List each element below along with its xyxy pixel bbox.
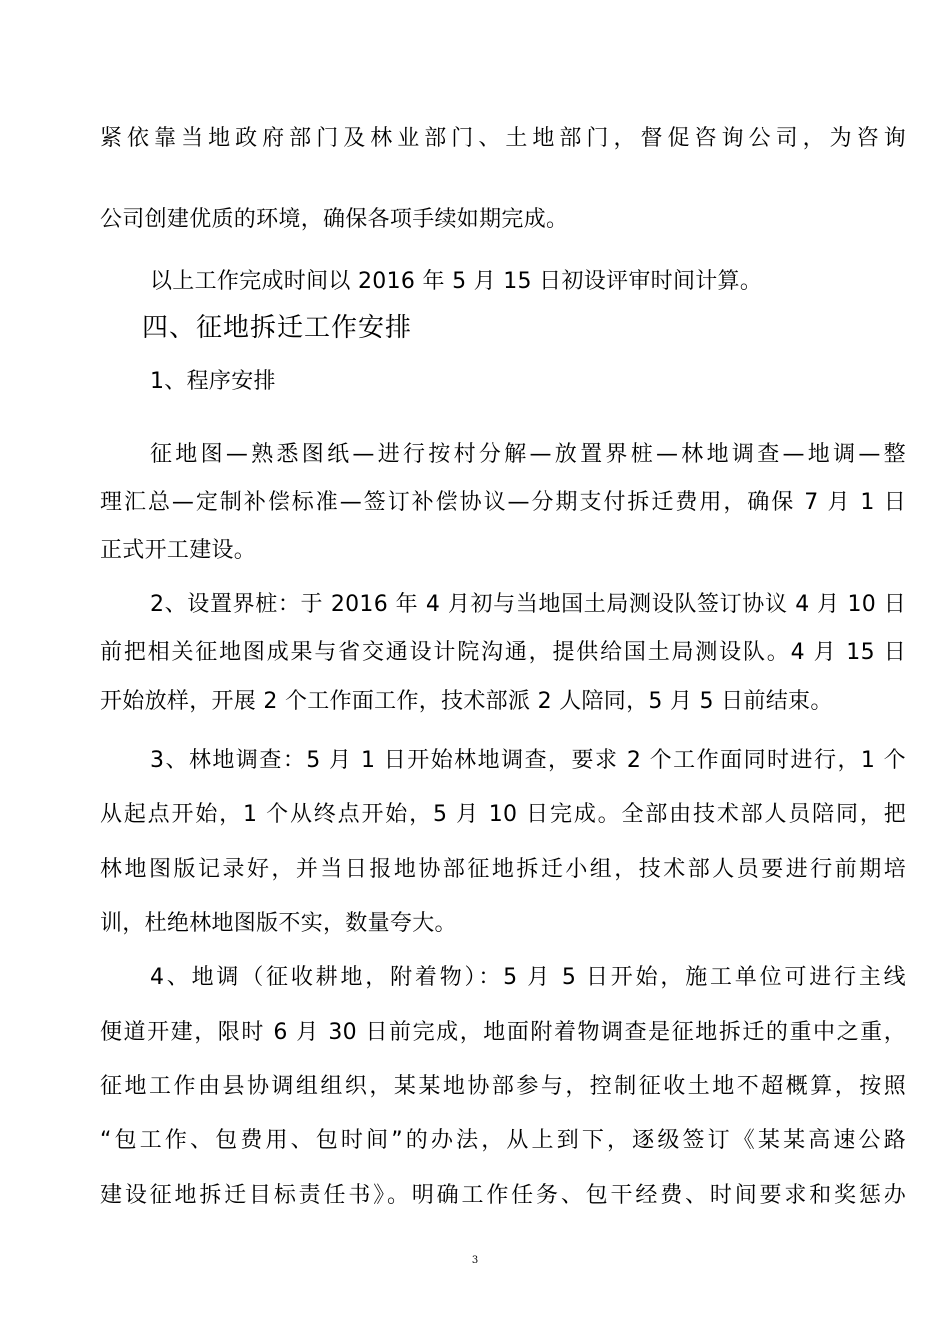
body-text-line: 紧依靠当地政府部门及林业部门、土地部门，督促咨询公司，为咨询 [100,126,906,151]
paragraph-line: 征地图—熟悉图纸—进行按村分解—放置界桩—林地调查—地调—整 [150,442,906,467]
paragraph-line: 征地工作由县协调组组织，某某地协部参与，控制征收土地不超概算，按照 [100,1074,906,1099]
paragraph-line: 林地图版记录好，并当日报地协部征地拆迁小组，技术部人员要进行前期培 [100,857,906,882]
paragraph-line: 3、林地调查：5 月 1 日开始林地调查，要求 2 个工作面同时进行，1 个 [150,748,906,773]
paragraph-line: “包工作、包费用、包时间”的办法，从上到下，逐级签订《某某高速公路 [100,1128,906,1153]
paragraph-line: 理汇总—定制补偿标准—签订补偿协议—分期支付拆迁费用，确保 7 月 1 日 [100,490,906,515]
page-number: 3 [471,1255,479,1266]
body-text-line: 公司创建优质的环境，确保各项手续如期完成。 [100,207,569,232]
paragraph-line: 4、地调（征收耕地，附着物）：5 月 5 日开始，施工单位可进行主线 [150,965,906,990]
paragraph-line: 正式开工建设。 [100,538,257,563]
paragraph-line: 训，杜绝林地图版不实，数量夸大。 [100,911,457,936]
paragraph-line: 从起点开始，1 个从终点开始，5 月 10 日完成。全部由技术部人员陪同，把 [100,802,906,827]
paragraph-line: 2、设置界桩：于 2016 年 4 月初与当地国土局测设队签订协议 4 月 10 日 [150,592,906,617]
paragraph-line: 前把相关征地图成果与省交通设计院沟通，提供给国土局测设队。4 月 15 日 [100,640,906,665]
subsection-heading: 1、程序安排 [150,369,276,394]
section-heading: 四、征地拆迁工作安排 [142,313,413,343]
paragraph-line: 建设征地拆迁目标责任书》。明确工作任务、包干经费、时间要求和奖惩办 [100,1183,906,1208]
paragraph-line: 开始放样，开展 2 个工作面工作，技术部派 2 人陪同，5 月 5 日前结束。 [100,689,833,714]
paragraph-line: 便道开建，限时 6 月 30 日前完成，地面附着物调查是征地拆迁的重中之重， [100,1020,906,1045]
body-text-line: 以上工作完成时间以 2016 年 5 月 15 日初设评审时间计算。 [150,269,763,294]
